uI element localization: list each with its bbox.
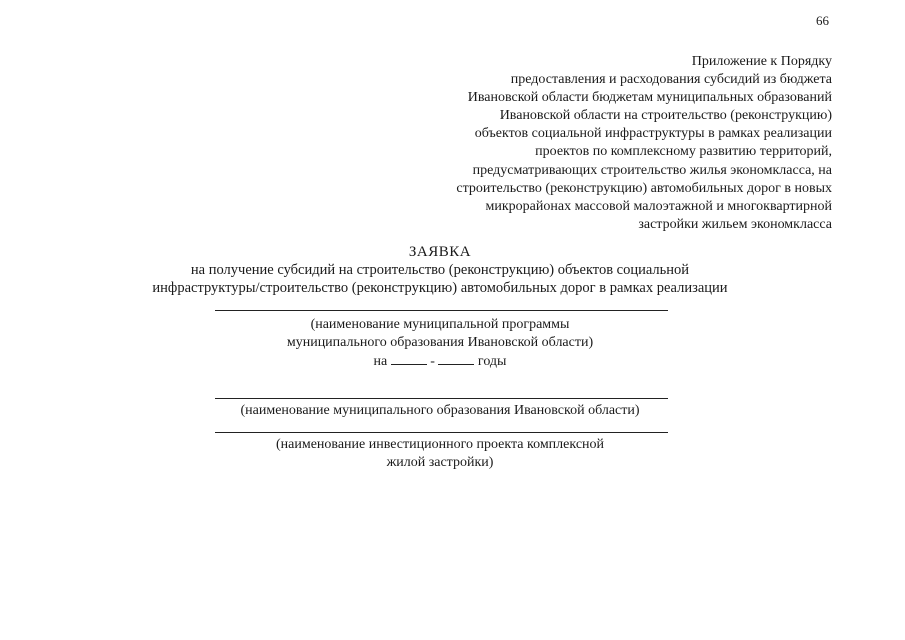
page-number: 66 <box>816 13 829 28</box>
appendix-line: строительство (реконструкцию) автомобильных дорог в новых <box>456 180 832 196</box>
municipality-caption: (наименование муниципального образования Ивановской области) <box>240 403 640 418</box>
appendix-line: Приложение к Порядку <box>691 54 832 69</box>
program-caption <box>120 316 760 371</box>
project-name-line <box>215 432 668 433</box>
appendix-line: Ивановской области бюджетам муниципальных образований <box>467 90 832 106</box>
appendix-line: застройки жильем экономкласса <box>638 216 832 232</box>
appendix-line: микрорайонах массовой малоэтажной и многоквартирной <box>485 198 832 214</box>
years-line <box>120 352 760 371</box>
appendix-line: предоставления и расходования субсидий из бюджета <box>510 72 832 88</box>
years-dash: - <box>430 354 435 369</box>
appendix-line: проектов по комплексному развитию территорий, <box>535 144 832 160</box>
year-start-blank <box>391 352 427 365</box>
appendix-line: объектов социальной инфраструктуры в рамках реализации <box>474 126 832 142</box>
appendix-line: предусматривающих строительство жилья экономкласса, на <box>472 162 832 178</box>
project-caption-line: (наименование инвестиционного проекта комплексной <box>275 437 605 452</box>
years-prefix: на <box>373 354 388 369</box>
program-name-line <box>215 310 668 311</box>
year-end-blank <box>438 352 474 365</box>
program-caption-line: муниципального образования Ивановской области) <box>286 335 594 350</box>
appendix-header <box>392 53 832 234</box>
document-title: ЗАЯВКА <box>408 244 472 260</box>
document-title-block <box>120 243 760 297</box>
project-caption <box>120 436 760 472</box>
years-suffix: годы <box>477 354 507 369</box>
municipality-name-line <box>215 398 668 399</box>
subtitle-line: инфраструктуры/строительство (реконструкцию) автомобильных дорог в рамках реализации <box>152 280 728 296</box>
subtitle-line: на получение субсидий на строительство (реконструкцию) объектов социальной <box>190 262 690 278</box>
project-caption-line: жилой застройки) <box>386 455 494 470</box>
program-caption-line: (наименование муниципальной программы <box>310 317 570 332</box>
appendix-line: Ивановской области на строительство (реконструкцию) <box>499 108 832 124</box>
